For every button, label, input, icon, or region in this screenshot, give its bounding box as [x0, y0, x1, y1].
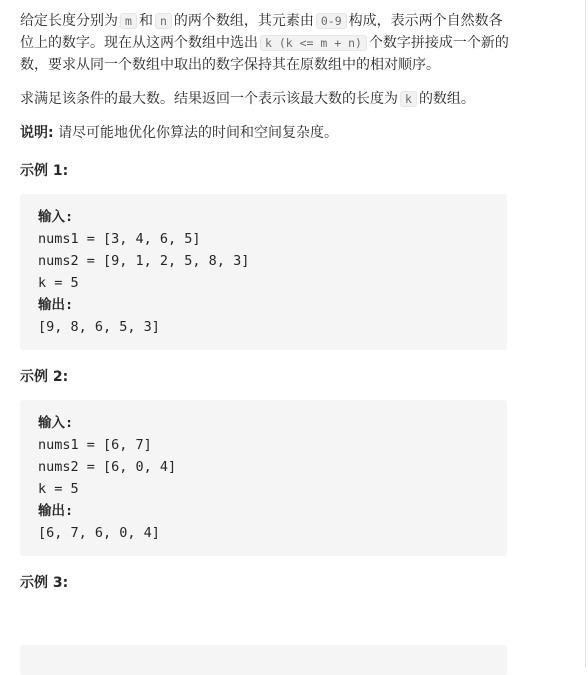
inline-code-m: m [120, 13, 137, 29]
example-3-title: 示例 3: [20, 575, 69, 591]
example-line: k = 5 [38, 481, 79, 497]
example-2-block [20, 400, 507, 556]
text-segment: 和 [138, 13, 153, 29]
example-output: [6, 7, 6, 0, 4] [38, 525, 160, 541]
text-segment: 给定长度分别为 [20, 13, 118, 29]
description-paragraph-1 [20, 10, 512, 76]
example-1-block [20, 194, 507, 350]
example-2-title: 示例 2: [20, 369, 69, 385]
note-text: 请尽可能地优化你算法的时间和空间复杂度。 [58, 125, 339, 141]
text-segment: 的两个数组，其元素由 [173, 13, 314, 29]
text-segment: 个数字拼接成一个新的数，要求从同一个数组中取出的数字保持其在原数组中的相对顺序。 [20, 35, 509, 73]
example-output: [9, 8, 6, 5, 3] [38, 319, 160, 335]
output-label: 输出: [38, 297, 74, 313]
example-1-title: 示例 1: [20, 163, 69, 179]
input-label: 输入: [38, 415, 74, 431]
example-3-block [20, 645, 507, 675]
problem-content [20, 10, 512, 606]
inline-code-k-constraint: k (k <= m + n) [260, 35, 367, 51]
example-line: nums2 = [6, 0, 4] [38, 459, 177, 475]
text-segment: 求满足该条件的最大数。结果返回一个表示该最大数的长度为 [20, 91, 398, 107]
inline-code-n: n [155, 13, 172, 29]
example-line: nums2 = [9, 1, 2, 5, 8, 3] [38, 253, 250, 269]
example-line: k = 5 [38, 275, 79, 291]
inline-code-k: k [400, 91, 417, 107]
description-paragraph-2 [20, 88, 512, 110]
text-segment: 的数组。 [418, 91, 475, 107]
note-paragraph [20, 122, 512, 144]
text-segment: 构成，表示两个自然数各位上的数字。现在从这两个数组中选出 [20, 13, 503, 51]
output-label: 输出: [38, 503, 74, 519]
note-label: 说明: [20, 125, 54, 141]
example-line: nums1 = [6, 7] [38, 437, 152, 453]
example-line: nums1 = [3, 4, 6, 5] [38, 231, 201, 247]
inline-code-digit-range: 0-9 [316, 13, 347, 29]
input-label: 输入: [38, 209, 74, 225]
